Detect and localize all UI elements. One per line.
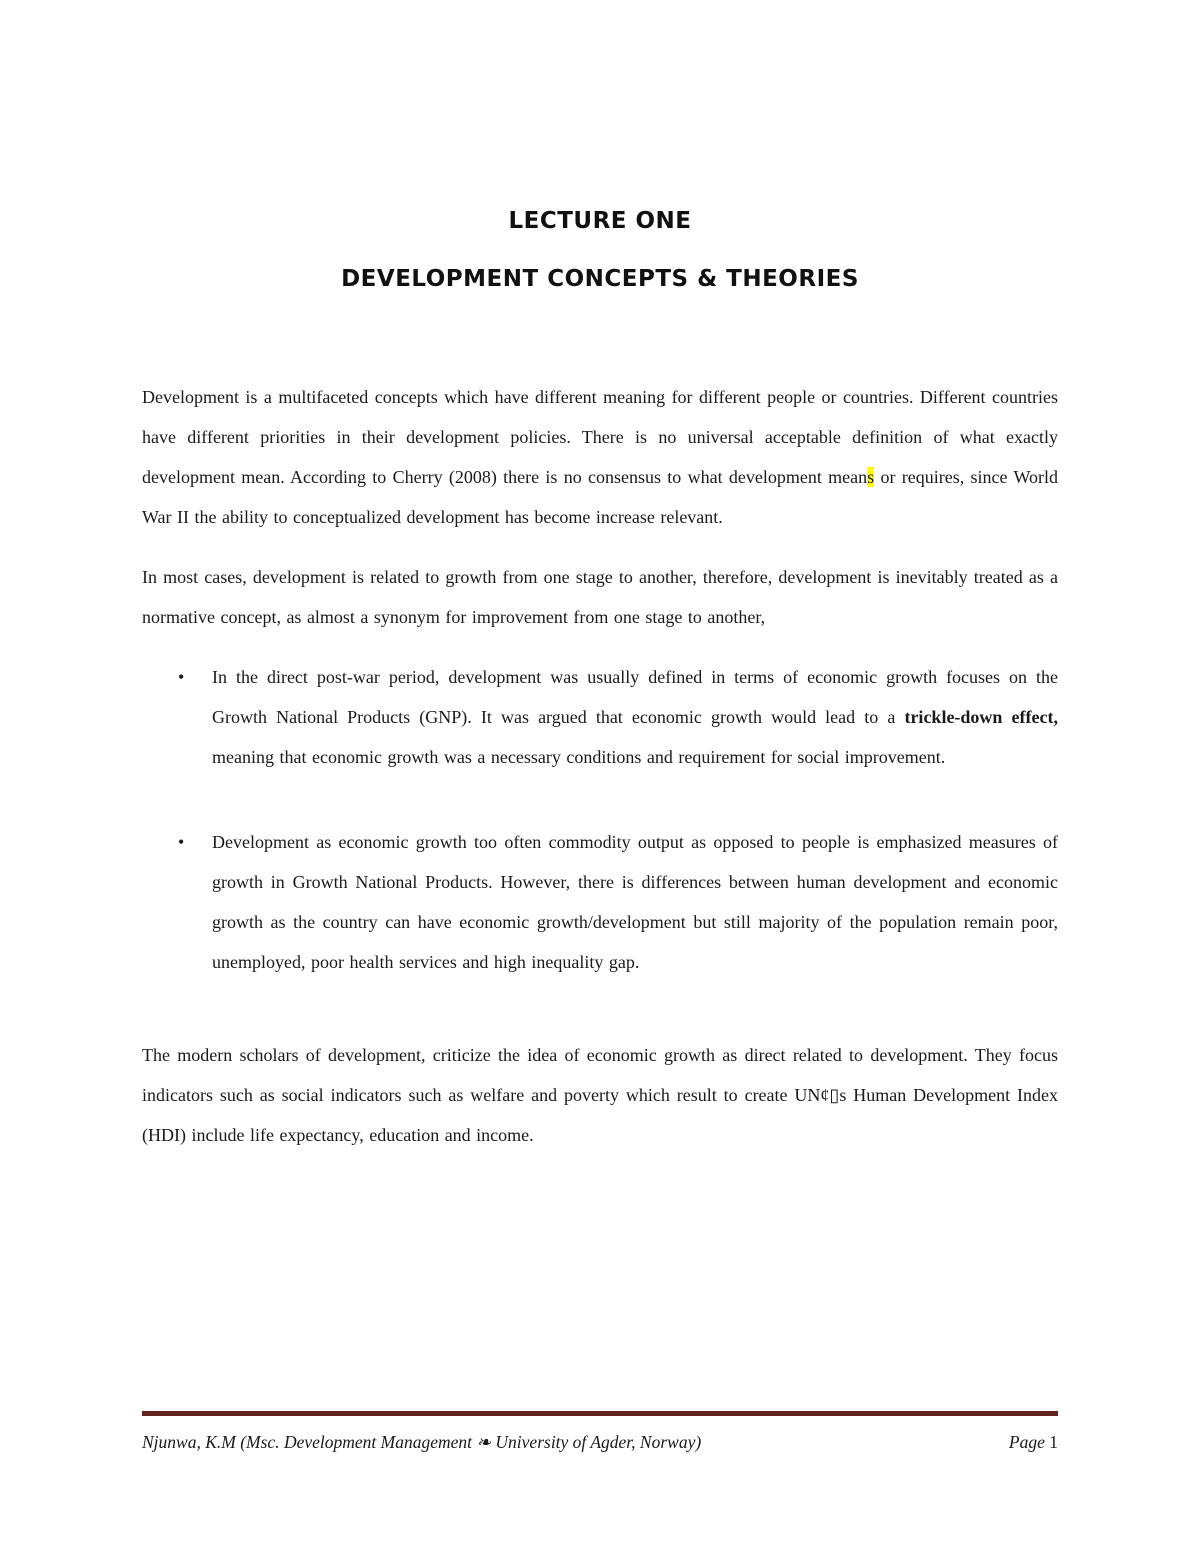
footer-row	[142, 1432, 1058, 1453]
bullet-icon: •	[178, 667, 185, 687]
document-subtitle: DEVELOPMENT CONCEPTS & THEORIES	[341, 266, 859, 292]
bullet-item-1	[142, 657, 1058, 777]
paragraph-1-text-cont: or requires, since World War II the ability to conceptualized development has become increase relevant.	[142, 467, 1058, 527]
paragraph-1-text: Development is a multifaceted concepts which have different meaning for different people or countries. Different countries have different priorities in their development policies. There is no universal acceptable definition of what exactly development mean. According to Cherry (2008) there is no consensus to what development mean	[142, 387, 1058, 487]
bullet-1-text: In the direct post-war period, development was usually defined in terms of economic growth focuses on the Growth National Products (GNP). It was argued that economic growth would lead to a	[212, 667, 1058, 727]
footer-page-number	[1009, 1432, 1058, 1453]
footer-author: Njunwa, K.M (Msc. Development Management ❧ University of Agder, Norway)	[142, 1432, 702, 1452]
page-number: 1	[1049, 1432, 1058, 1452]
bullet-icon: •	[178, 832, 185, 852]
bullet-item-2	[142, 822, 1058, 982]
bullet-1-bold-text: trickle-down effect,	[904, 707, 1058, 727]
page-footer	[142, 1411, 1058, 1453]
footer-divider	[142, 1411, 1058, 1416]
highlighted-text: s	[867, 467, 875, 487]
bullet-list	[142, 657, 1058, 982]
document-title: LECTURE ONE	[508, 208, 692, 234]
paragraph-1	[142, 377, 1058, 537]
page-label: Page	[1008, 1432, 1045, 1452]
bullet-2-text: Development as economic growth too often commodity output as opposed to people is emphasized measures of growth in Growth National Products. However, there is differences between human development and economic growth as the country can have economic growth/development but still majority of the population remain poor, unemployed, poor health services and high inequality gap.	[212, 832, 1058, 972]
paragraph-2: In most cases, development is related to growth from one stage to another, therefore, development is inevitably treated as a normative concept, as almost a synonym for improvement from one stage to another,	[142, 567, 1058, 627]
bullet-1-text-cont: meaning that economic growth was a necessary conditions and requirement for social improvement.	[212, 747, 946, 767]
paragraph-3: The modern scholars of development, criticize the idea of economic growth as direct related to development. They focus indicators such as social indicators such as welfare and poverty which result to create UN¢▯s Human Development Index (HDI) include life expectancy, education and income.	[142, 1045, 1058, 1145]
